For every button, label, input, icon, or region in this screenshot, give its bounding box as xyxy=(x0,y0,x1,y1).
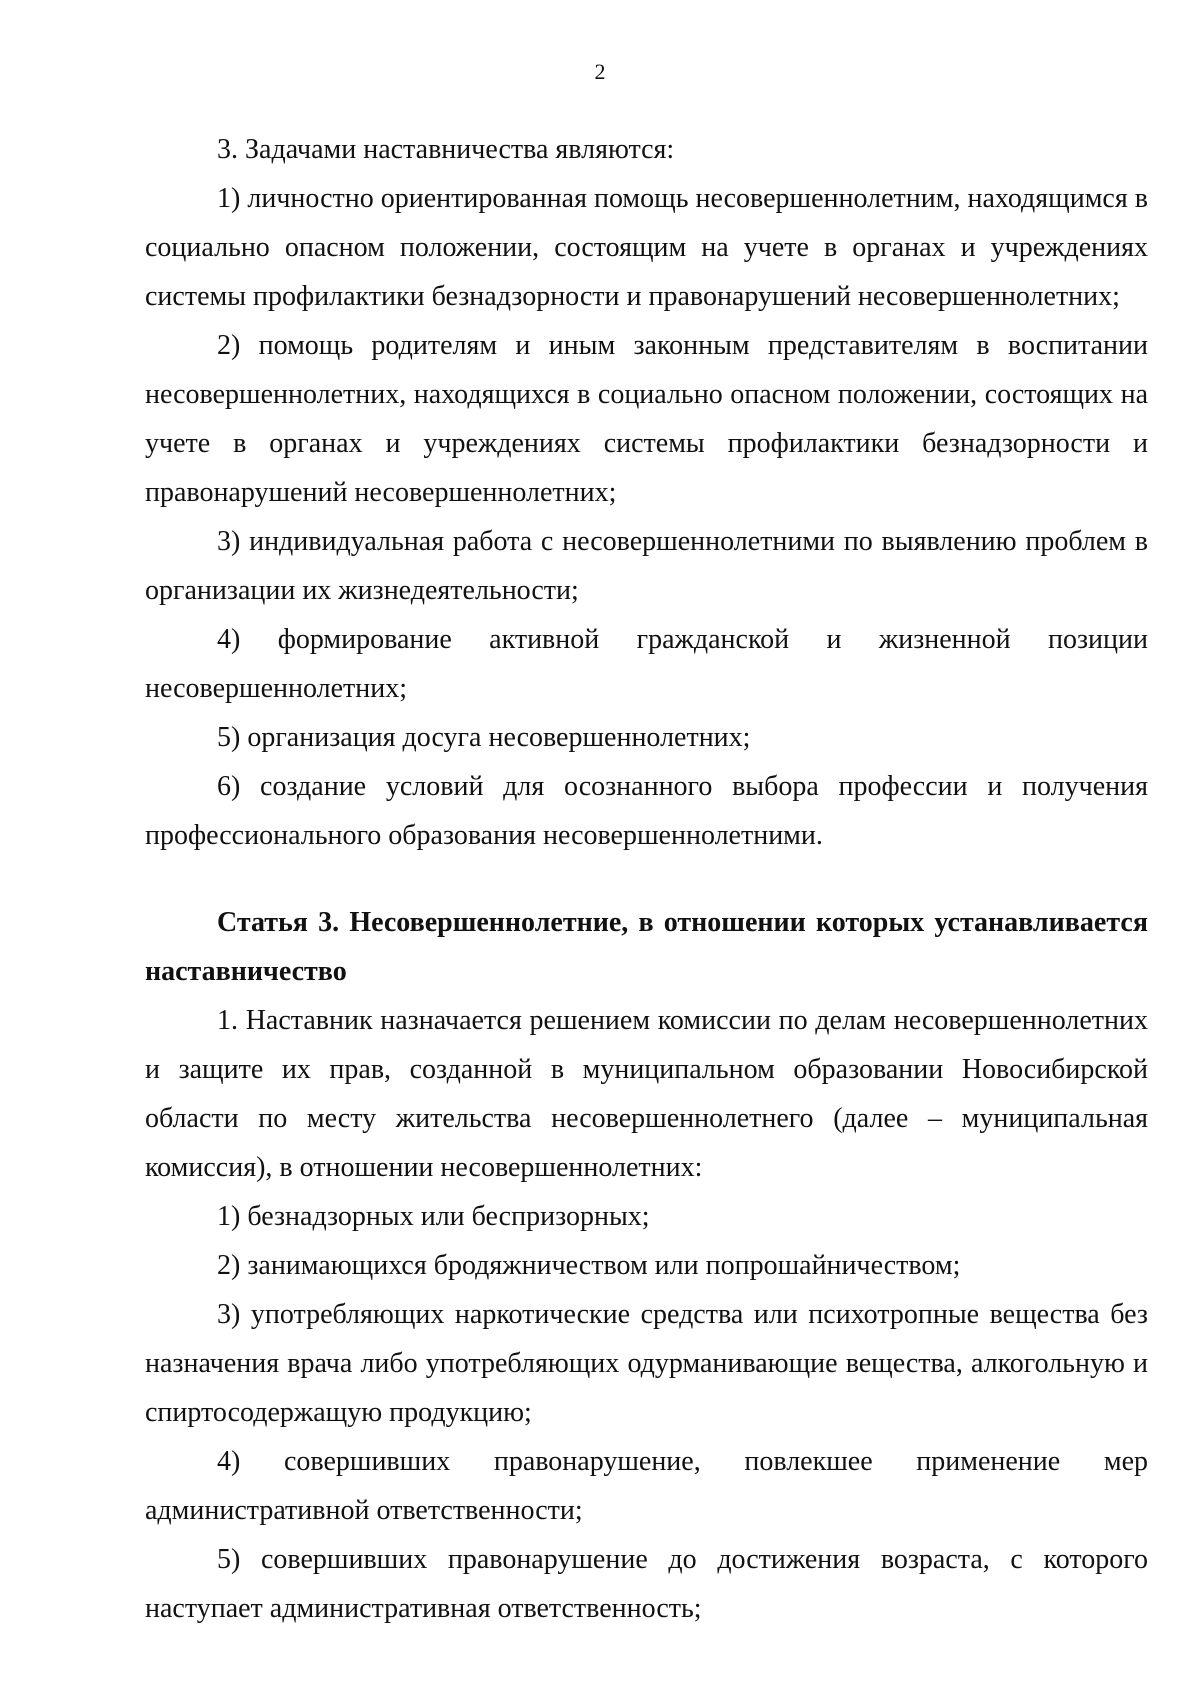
paragraph-category-5: 5) совершивших правонарушение до достижения возраста, с которого наступает административная ответственность; xyxy=(145,1544,1148,1624)
paragraph-category-4: 4) совершивших правонарушение, повлекшее применение мер административной ответственности; xyxy=(145,1446,1148,1526)
paragraph-task-5: 5) организация досуга несовершеннолетних; xyxy=(217,722,751,753)
paragraph-task-1: 1) личностно ориентированная помощь несовершеннолетним, находящимся в социально опасном положении, состоящим на учете в органах и учреждениях системы профилактики безнадзорности и правонарушений несовершеннолетних; xyxy=(145,183,1148,312)
paragraph-task-4: 4) формирование активной гражданской и жизненной позиции несовершеннолетних; xyxy=(145,624,1148,704)
paragraph-category-1: 1) безнадзорных или беспризорных; xyxy=(217,1201,650,1232)
paragraph-task-3: 3) индивидуальная работа с несовершеннолетними по выявлению проблем в организации их жизнедеятельности; xyxy=(145,526,1148,606)
paragraph-mentor-appointment: 1. Наставник назначается решением комиссии по делам несовершеннолетних и защите их прав, созданной в муниципальном образовании Новосибирской области по месту жительства несовершеннолетнего (далее – муниципальная комиссия), в отношении несовершеннолетних: xyxy=(145,1005,1148,1183)
page-number: 2 xyxy=(594,59,606,84)
document-body xyxy=(145,125,1148,1633)
paragraph-category-3: 3) употребляющих наркотические средства или психотропные вещества без назначения врача либо употребляющих одурманивающие вещества, алкогольную и спиртосодержащую продукцию; xyxy=(145,1299,1148,1428)
paragraph-category-2: 2) занимающихся бродяжничеством или попрошайничеством; xyxy=(217,1250,961,1281)
paragraph-task-2: 2) помощь родителям и иным законным представителям в воспитании несовершеннолетних, находящихся в социально опасном положении, состоящих на учете в органах и учреждениях системы профилактики безнадзорности и правонарушений несовершеннолетних; xyxy=(145,330,1148,508)
paragraph-tasks-intro: 3. Задачами наставничества являются: xyxy=(217,134,675,165)
article-3-heading: Статья 3. Несовершеннолетние, в отношении которых устанавливается наставничество xyxy=(145,907,1148,987)
paragraph-task-6: 6) создание условий для осознанного выбора профессии и получения профессионального образования несовершеннолетними. xyxy=(145,771,1148,851)
